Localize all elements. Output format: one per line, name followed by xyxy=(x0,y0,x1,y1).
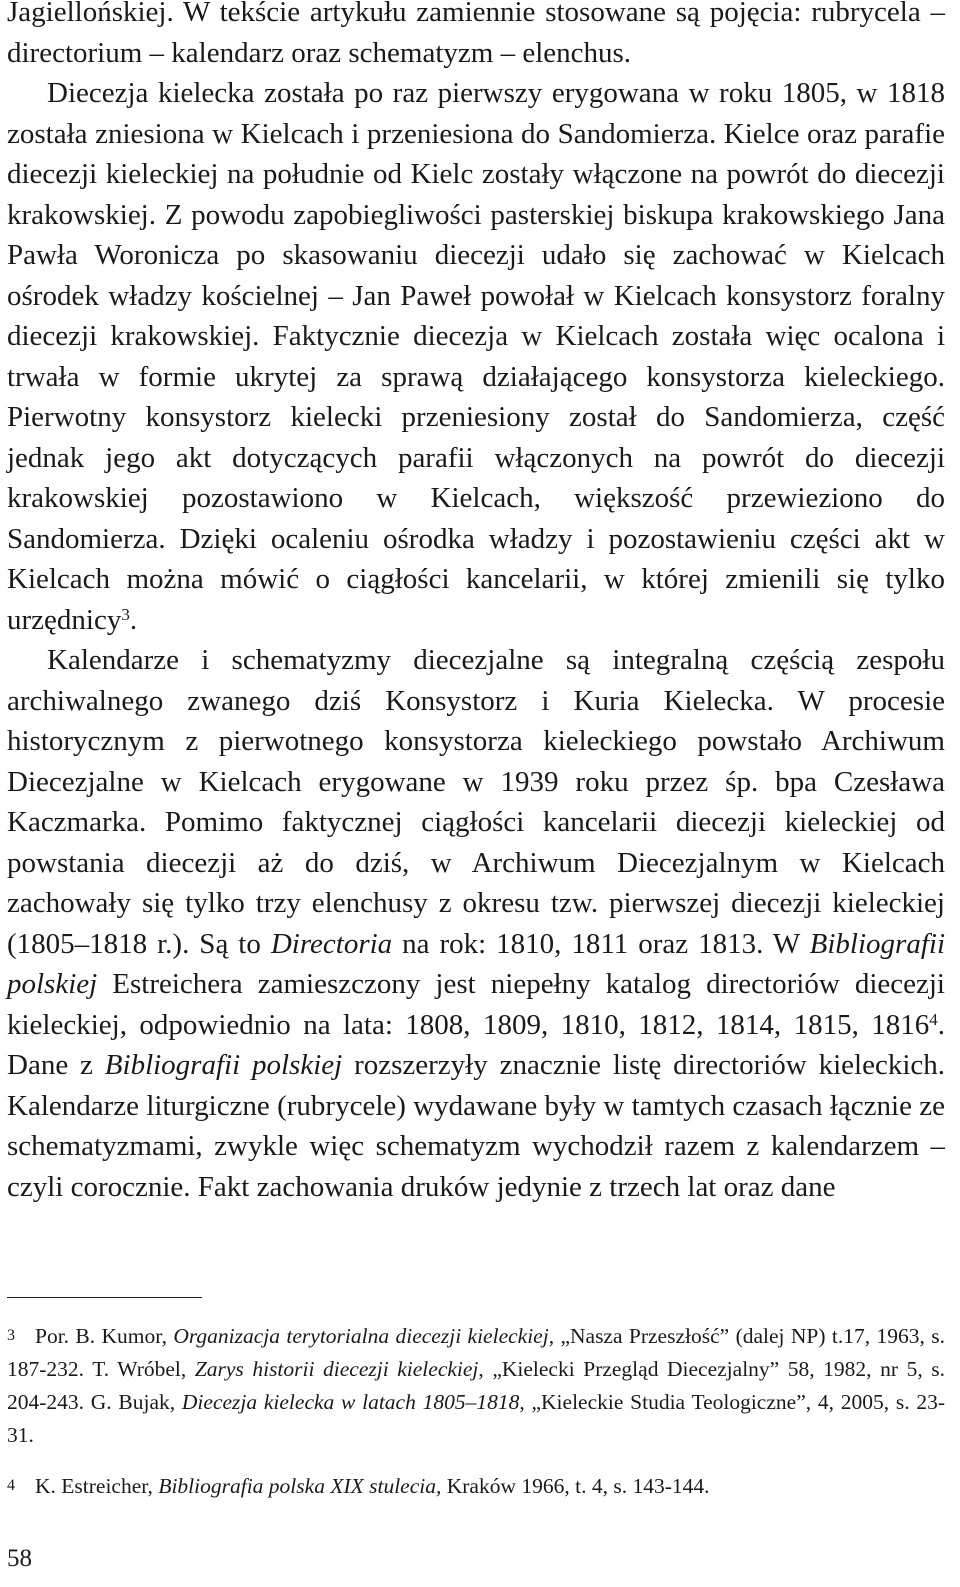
footnote-3 xyxy=(7,1319,945,1452)
page-number: 58 xyxy=(7,1545,32,1572)
italic-title: Diecezja kielecka w latach 1805–1818 xyxy=(181,1390,520,1414)
paragraph-text: Kalendarze i schematyzmy diecezjalne są integralną częścią zespołu archiwalnego zwanego dziś Konsystorz i Kuria Kielecka. W procesie historycznym z pierwotnego konsystorza kieleckiego powstało Archiwum Diecezjalne w Kielcach erygowane w 1939 roku przez śp. bpa Czesława Kaczmarka. Pomimo faktycznej ciągłości kancelarii diecezji kieleckiej od powstania diecezji aż do dziś, w Archiwum Diecezjalnym w Kielcach zachowały się tylko trzy elenchusy z okresu tzw. pierwszej diecezji kieleckiej (1805–1818 r.). Są to xyxy=(7,644,945,960)
paragraph-text: . Dane z xyxy=(7,1008,945,1081)
italic-title: Organizacja terytorialna diecezji kieleckiej xyxy=(173,1324,549,1348)
footnote-number: 3 xyxy=(7,1327,15,1344)
footnotes xyxy=(7,1319,945,1520)
paragraph-text: Estreichera zamieszczony jest niepełny katalog directoriów diecezji kieleckiej, odpowiednio na lata: 1808, 1809, 1810, 1812, 1814, 1815, 1816 xyxy=(7,968,945,1041)
italic-title: Directoria xyxy=(270,927,393,960)
italic-title: Bibliografii polskiej xyxy=(104,1049,343,1081)
footnote-reference[interactable]: 3 xyxy=(121,604,130,624)
footnote-4 xyxy=(7,1469,945,1503)
paragraph-text: Jagiellońskiej. W tekście artykułu zamiennie stosowane są pojęcia: rubrycela – directorium – kalendarz oraz schematyzm – elenchus. xyxy=(7,0,945,69)
footnote-text: , „Kieleckie Studia Teologiczne”, 4, 2005, s. 23-31. xyxy=(7,1390,945,1447)
footnote-reference[interactable]: 4 xyxy=(929,1009,938,1029)
paragraph-continuation xyxy=(7,0,945,73)
paragraph-text: . xyxy=(129,603,138,636)
footnote-divider xyxy=(7,1297,202,1298)
footnote-number: 4 xyxy=(7,1477,15,1494)
footnote-text: Kraków 1966, t. 4, s. 143-144. xyxy=(441,1474,710,1498)
paragraph-text: Diecezja kielecka została po raz pierwszy erygowana w roku 1805, w 1818 została zniesiona w Kielcach i przeniesiona do Sandomierza. Kielce oraz parafie diecezji kieleckiej na południe od Kielc zostały włączone na powrót do diecezji krakowskiej. Z powodu zapobiegliwości pasterskiej biskupa krakowskiego Jana Pawła Woronicza po skasowaniu diecezji udało się zachować w Kielcach ośrodek władzy kościelnej – Jan Paweł powołał w Kielcach konsystorz foralny diecezji krakowskiej. Faktycznie diecezja w Kielcach została więc ocalona i trwała w formie ukrytej za sprawą działającego konsystorza kieleckiego. Pierwotny konsystorz kielecki przeniesiony został do Sandomierza, część jednak jego akt dotyczących parafii włączonych na powrót do diecezji krakowskiej pozostawiono w Kielcach, większość przewieziono do Sandomierza. Dzięki ocaleniu ośrodka władzy i pozostawieniu części akt w Kielcach można mówić o ciągłości kancelarii, w której zmienili się tylko urzędnicy xyxy=(7,77,945,636)
footnote-text: K. Estreicher, xyxy=(35,1474,159,1498)
paragraph-calendars xyxy=(7,640,945,1207)
footnote-text: , „Kielecki Przegląd Diecezjalny” 58, 1982, nr 5, s. 204-243. G. Bujak, xyxy=(7,1357,945,1414)
paragraph-text: rozszerzyły znacznie listę directoriów kieleckich. Kalendarze liturgiczne (rubrycele) wydawane były w tamtych czasach łącznie ze schematyzmami, zwykle więc schematyzm wychodził razem z kalendarzem – czyli corocznie. Fakt zachowania druków jedynie z trzech lat oraz dane xyxy=(7,1049,946,1203)
page-content xyxy=(7,0,945,1207)
paragraph-text: na rok: 1810, 1811 oraz 1813. W xyxy=(392,927,810,960)
italic-title: Bibliografii polskiej xyxy=(7,927,945,1000)
italic-title: Bibliografia polska XIX stulecia, xyxy=(158,1474,442,1498)
italic-title: Zarys historii diecezji kieleckiej xyxy=(194,1357,479,1381)
footnote-text: Por. B. Kumor, xyxy=(35,1324,174,1348)
paragraph-diocese-history xyxy=(7,73,945,640)
footnote-text: , „Nasza Przeszłość” (dalej NP) t.17, 1963, s. 187-232. T. Wróbel, xyxy=(7,1324,945,1381)
